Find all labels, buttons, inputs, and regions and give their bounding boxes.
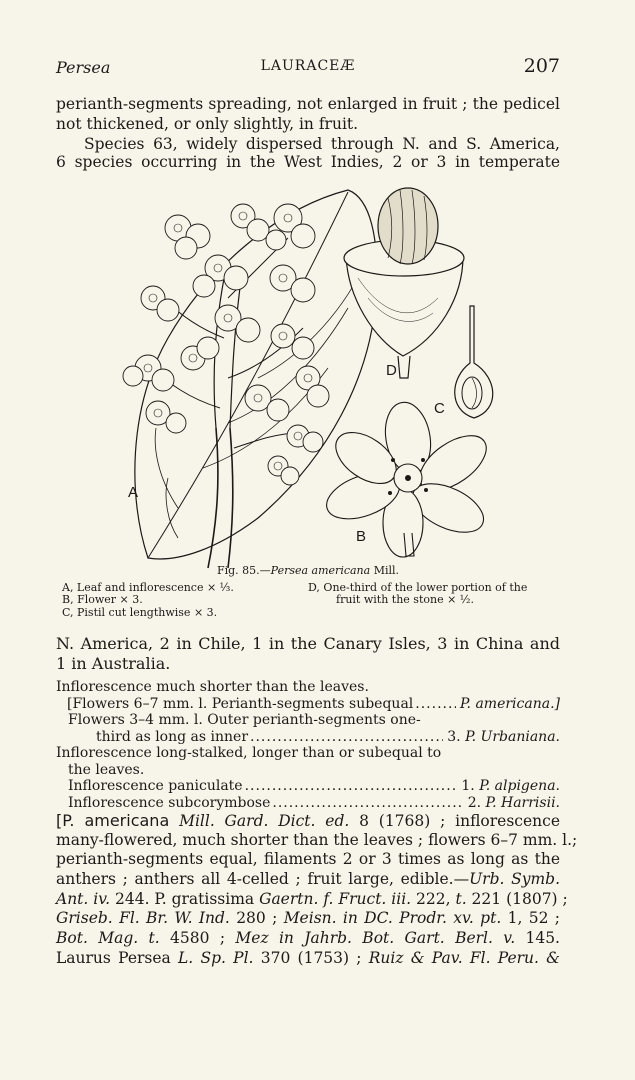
intro-line-4: 6 species occurring in the West Indies, 2 or 3 in temperate: [56, 153, 560, 171]
branch-stem: [208, 428, 233, 568]
botanical-figure: [108, 178, 528, 570]
running-header: [56, 55, 560, 80]
figure-caption: [56, 565, 560, 619]
intro-line-1: perianth-segments spreading, not enlarged in fruit ; the pedicel: [56, 95, 560, 113]
caption-title: [56, 565, 560, 578]
family-header: LAURACEÆ: [260, 58, 356, 74]
persea-illustration: [108, 178, 528, 570]
caption-species: Persea americana: [270, 564, 371, 577]
genus-header: Persea: [56, 58, 111, 77]
species-description: [56, 811, 578, 969]
intro-line-3: Species 63, widely dispersed through N. and S. America,: [84, 135, 560, 153]
figure-label-a: A: [128, 484, 139, 501]
distribution-line-2: 1 in Australia.: [56, 654, 171, 673]
key-row: third as long as inner ..... 3. P. Urbaniana.: [56, 729, 560, 746]
key-row: Inflorescence subcorymbose ..... 2. P. Harrisii.: [56, 795, 560, 812]
legend-a: A, Leaf and inflorescence × ⅓.: [62, 580, 234, 594]
legend-b: B, Flower × 3.: [62, 593, 143, 606]
page-number: 207: [523, 55, 560, 77]
legend-d-1: D, One-third of the lower portion of the: [308, 580, 528, 594]
description-line: perianth-segments equal, filaments 2 or 3 times as long as the: [56, 850, 560, 869]
legend-d-2: fruit with the stone × ½.: [336, 593, 474, 606]
key-row: Inflorescence much shorter than the leaves.: [56, 679, 369, 695]
key-row: Flowers 3–4 mm. l. Outer perianth-segments one-: [68, 712, 421, 728]
fruit-section: [344, 188, 464, 378]
description-line: [P. americana Mill. Gard. Dict. ed. 8 (1768) ; inflorescence: [56, 811, 560, 830]
key-row: Inflorescence paniculate ..... 1. P. alpigena.: [56, 778, 560, 795]
intro-line-2: not thickened, or only slightly, in fruit.: [56, 115, 359, 133]
key-row: Inflorescence long-stalked, longer than or subequal to: [56, 745, 442, 761]
description-line: Griseb. Fl. Br. W. Ind. 280 ; Meisn. in DC. Prodr. xv. pt. 1, 52 ;: [56, 909, 561, 928]
key-row: the leaves.: [68, 761, 145, 778]
description-line: Bot. Mag. t. 4580 ; Mez in Jahrb. Bot. Gart. Berl. v. 145.: [56, 929, 560, 948]
caption-prefix: Fig. 85.—: [216, 564, 271, 577]
caption-author: Mill.: [370, 564, 400, 577]
figure-label-c: C: [434, 400, 445, 417]
figure-label-b: B: [356, 528, 367, 545]
figure-label-d: D: [386, 362, 397, 379]
description-line: anthers ; anthers all 4-celled ; fruit large, edible.—Urb. Symb.: [56, 870, 560, 889]
key-row: [Flowers 6–7 mm. l. Perianth-segments subequal ..... P. americana.]: [56, 696, 560, 713]
distribution-line-1: N. America, 2 in Chile, 1 in the Canary Isles, 3 in China and: [56, 634, 560, 653]
description-line: Laurus Persea L. Sp. Pl. 370 (1753) ; Ruiz & Pav. Fl. Peru. &: [56, 948, 560, 967]
pistil-section: [455, 306, 493, 418]
species-key: [56, 679, 560, 811]
description-line: many-flowered, much shorter than the leaves ; flowers 6–7 mm. l.;: [56, 830, 578, 849]
flower-cluster: [123, 204, 329, 485]
legend-c: C, Pistil cut lengthwise × 3.: [62, 605, 218, 619]
description-line: Ant. iv. 244. P. gratissima Gaertn. f. Fruct. iii. 222, t. 221 (1807) ;: [56, 889, 568, 908]
